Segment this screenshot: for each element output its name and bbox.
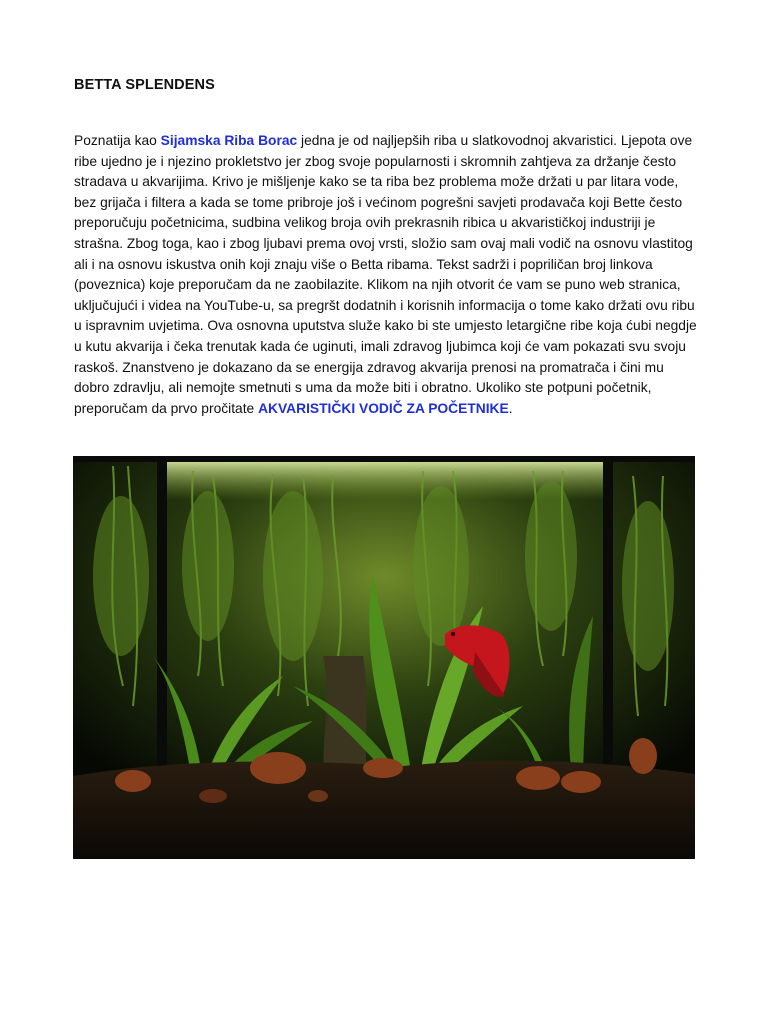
paragraph-end-text: .	[508, 400, 513, 416]
beginners-guide-link[interactable]: AKVARISTIČKI VODIČ ZA POČETNIKE	[258, 400, 509, 416]
paragraph-intro-text: Poznatija kao	[74, 133, 161, 148]
siamese-fighting-fish-link[interactable]: Sijamska Riba Borac	[160, 133, 298, 148]
intro-paragraph	[74, 131, 702, 419]
aquarium-photo	[73, 456, 695, 859]
page-title: BETTA SPLENDENS	[74, 77, 215, 93]
paragraph-body-text: jedna je od najljepših riba u slatkovodnoj akvaristici. Ljepota ove ribe ujedno je i njezino prokletstvo jer zbog svoje popularnosti i skromnih zahtjeva za držanje često stradava u akvarijima. Krivo je mišljenje kako se ta riba bez problema može držati u par litara vode, bez grijača i filtera a kada se tome pribroje još i većinom pogrešni savjeti prodavača koji Bette često preporučuju početnicima, sudbina velikog broja ovih prekrasnih ribica u akvarističkoj industriji je strašna. Zbog toga, kao i zbog ljubavi prema ovoj vrsti, složio sam ovaj mali vodič na osnovu vlastitog ali i na osnovu iskustva onih koji znaju više o Betta ribama. Tekst sadrži i popriličan broj linkova (poveznica) koje preporučam da ne zaobilazite. Klikom na njih otvorit će vam se puno web stranica, uključujući i videa na YouTube-u, sa pregršt dodatnih i korisnih informacija o tome kako držati ovu ribu u ispravnim uvjetima. Ova osnovna uputstva služe kako bi ste umjesto letargične ribe koja ćubi negdje u kutu akvarija i čeka trenutak kada će uginuti, imali zdravog ljubimca koji će vam pokazati svu svoju raskoš. Znanstveno je dokazano da se energija zdravog akvarija prenosi na promatrača i čini mu dobro zdravlju, ali nemojte smetnuti s uma da može biti i obratno. Ukoliko ste potpuni početnik, preporučam da prvo pročitate	[74, 133, 697, 416]
glass-frame-top	[73, 456, 695, 462]
